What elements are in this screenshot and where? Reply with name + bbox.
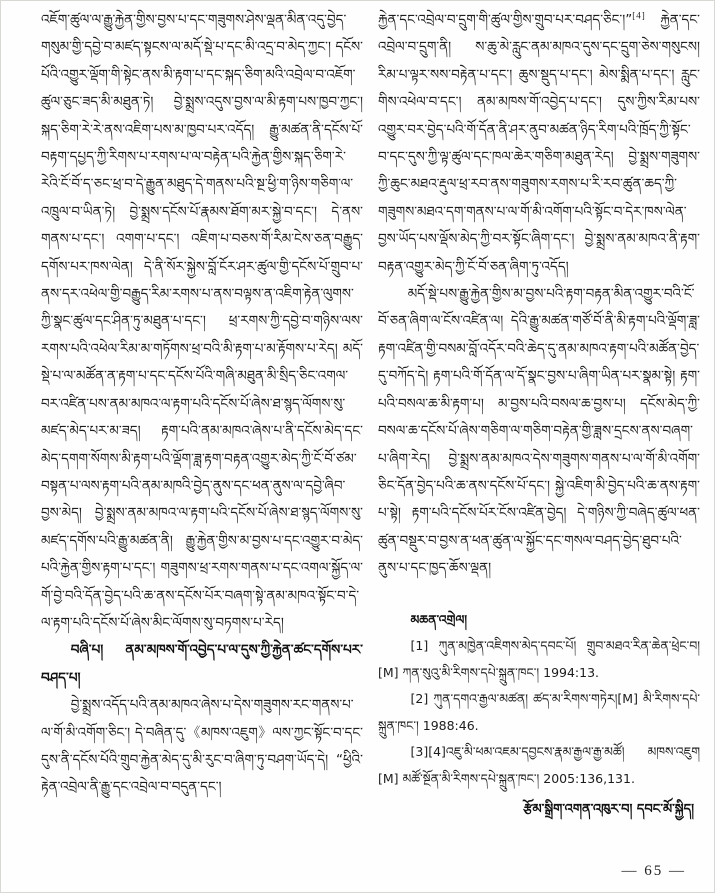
reference-entry-3: [3][4]འཇུ་མི་ཕམ་འཇམ་དབྱངས་རྣམ་རྒྱལ་རྒྱ་མཚོ། མཁས་འཇུག [M] མཚོ་སྔོན་མི་རིགས་དཔེ་སྐྲུན་ཁང་། 2005:136,131. <box>378 744 700 786</box>
citation-marker-4: [4] <box>632 10 646 21</box>
section-heading-four: བཞི་པ། ནམ་མཁས་གོ་འབྱེད་པ་ལ་དུས་ཀྱི་རྐྱེན་ཚང་དགོས་པར་བཤད་པ། <box>41 642 363 686</box>
right-paragraph-1-text-after: རྐྱེན་དང་འབྲེལ་བ་དྲུག་ནི། ས་ཆུ་མེ་རླུང་ནམ་མཁའ་དུས་དང་དྲུག་ཅེས་གསུངས། རིམ་པ་ལྟར་སས་བརྟེན་པ་དང་། ཆུས་སྡུད་པ་དང་། མེས་སྨིན་པ་དང་། རླུང་གིས་འཕེལ་བ་དང་། ནམ་མཁས་གོ་འབྱེད་པ་དང་། དུས་ཀྱིས་རིམ་པས་འགྱུར་བར་བྱེད་པའི་གོ་དོན་ནི་ཤར་ནུབ་མཚན་ཉིད་རིག་པའི་ཁྲོད་ཀྱི་སྟོང་བ་དང་དུས་ཀྱི་ལྟ་ཚུལ་དང་ཁལ་ཆེར་གཅིག་མཐུན་རེད། བྱེ་སྨྲས་གཟུགས་ཀྱི་ཆུང་མཐའ་རྡུལ་ཕྲ་རབ་ནས་གཟུགས་རགས་པ་རི་རབ་ཚུན་ཆད་ཀྱི་གཟུགས་མཐའ་དག་གནས་པ་ལ་གོ་མི་འགོག་པའི་སྟོང་བ་དེར་ཁས་ལེན་བྱས་ཡོད་པས་ལྡོས་མེད་ཀྱི་བར་སྟོང་ཞིག་དང་། བྱེ་སྨྲས་ནམ་མཁའ་ནི་རྟག་བརྟན་འགྱུར་མེད་ཀྱི་ངོ་བོ་ཅན་ཞིག་ཏུ་འདོད། <box>378 12 700 275</box>
reference-entry-2: [2] ཀུན་དགའ་རྒྱལ་མཚན། ཚད་མ་རིགས་གཏེར།[M] མི་རིགས་དཔེ་སྐྲུན་ཁང་། 1988:46. <box>378 691 700 733</box>
editor-credit-line: རྩོམ་སྒྲིག་འགན་འཁུར་བ། དབང་མོ་སྐྱིད། <box>523 802 694 818</box>
left-paragraph-2: བྱེ་སྨྲས་འདོད་པའི་ནམ་མཁའ་ཞེས་པ་དེས་གཟུགས་རང་གནས་པ་ལ་གོ་མི་འགོག་ཅིང་། དེ་བཞིན་དུ་《མཁས་འཇུག》ལས་ཀྱང་སྟོང་བ་དང་དུས་ནི་དངོས་པོའི་གྲུབ་རྐྱེན་མེད་དུ་མི་རུང་བ་ཞིག་ཏུ་བཤག་ཡོད་དེ། “ཕྱིའི་རྟེན་འབྲེལ་ནི་རྒྱུ་དང་འབྲེལ་བ་བདུན་དང་། <box>41 697 363 796</box>
right-paragraph-1-text: རྐྱེན་དང་འབྲེལ་བ་དྲུག་གི་ཚུལ་གྱིས་གྲུབ་པར་བཤད་ཅིང་།” <box>378 12 633 28</box>
left-paragraph-continuation: འཇོག་ཚུལ་ལ་རྒྱུ་རྐྱེན་གྱིས་བྱས་པ་དང་གཟུགས་ཤེས་ལྡན་མིན་འདུ་བྱེད་གསུམ་གྱི་དབྱེ་བ་མཛད་སྟངས་ལ་མདོ་སྡེ་པ་དང་མི་འདྲ་བ་མེད་ཀྱང་། དངོས་པོའི་འགྱུར་ལྡོག་གི་སྟེང་ནས་མི་རྟག་པ་དང་སྐད་ཅིག་མའི་འབྲེལ་བ་འཇོག་ཚུལ་ཅུང་ཟད་མི་མཐུན་ཏེ། བྱེ་སྨྲས་འདུས་བྱས་ལ་མི་རྟག་པས་ཁྱབ་ཀྱང་། སྐད་ཅིག་རེ་རེ་ནས་འཇིག་པས་མ་ཁྱབ་པར་འདོད། རྒྱུ་མཚན་ནི་དངོས་པོ་བརྟག་དཔྱད་ཀྱི་རིགས་པ་རགས་པ་ལ་བརྟེན་པའི་རྐྱེན་གྱིས་སྐད་ཅིག་རེ་རེའི་ངོ་བོ་ད་ཅང་ཕྲ་བ་དེ་རྒྱུན་མཐུད་དེ་གནས་པའི་སྔ་ཕྱི་ག་ཉིས་གཅིག་ལ་འཁྲུལ་བ་ཡིན་ཏེ། བྱེ་སྨྲས་དངོས་པོ་རྣམས་ཐོག་མར་སྐྱེ་བ་དང་། དེ་ནས་གནས་པ་དང་། འགག་པ་དང་། འཇིག་པ་བཅས་གོ་རིམ་ངེས་ཅན་བརྒྱུད་དགོས་པར་ཁས་ལེན། དེ་ནི་སོར་སྐྱེས་བློ་ངོར་ཤར་ཚུལ་གྱི་དངོས་པོ་གྲུབ་པ་ནས་དར་འཕེལ་གྱི་བརྒྱུད་རིམ་རགས་པ་ནས་བལྟས་ན་འཇིག་རྟེན་ལུགས་ཀྱི་སྣང་ཚུལ་དང་ཤིན་ཏུ་མཐུན་པ་དང་། ཕྲ་རགས་ཀྱི་དབྱེ་བ་གཉིས་ལས་རགས་པའི་འཕེལ་རིམ་མ་གཏོགས་ཕྲ་བའི་མི་རྟག་པ་མ་རྟོགས་པ་རེད། མདོ་སྡེ་པ་ལ་མཚོན་ན་རྟག་པ་དང་དངོས་པོའི་གཞི་མཐུན་མི་སྲིད་ཅིང་འགལ་བར་འཛིན་པས་ནམ་མཁའ་ལ་རྟག་པའི་དངོས་པོ་ཞེས་ཐ་སྙད་ལོགས་སུ་མཛད་མེད་པར་མ་ཟད། རྟག་པའི་ནམ་མཁའ་ཞེས་པ་ནི་དངོས་མེད་དང་མེད་དགག་སོགས་མི་རྟག་པའི་ལྡོག་ཟླ་རྟག་བརྟན་འགྱུར་མེད་ཀྱི་ངོ་བོ་ཙམ་བསྟན་པ་ལས་རྟག་པའི་ནམ་མཁའི་བྱེད་ནུས་དང་ཕན་ནུས་ལ་དབྱེ་ཞིབ་བྱས་མེད། བྱེ་སྨྲས་ནམ་མཁའ་ལ་རྟག་པའི་དངོས་པོ་ཞེས་ཐ་སྙད་ལོགས་སུ་མཛད་དགོས་པའི་རྒྱུ་མཚན་ནི། རྒྱུ་རྐྱེན་གྱིས་མ་བྱས་པ་དང་འགྱུར་བ་མེད་པའི་རྐྱེན་གྱིས་རྟག་པ་དང་། གཟུགས་ཕྲ་རགས་གནས་པ་དང་འགལ་སྐྱོད་ལ་གོ་བྱེ་བའི་དོན་བྱེད་པའི་ཆ་ནས་དངོས་པོར་བཞག་སྟེ་ནམ་མཁའ་སྟོང་བ་དེ་ལ་རྟག་པའི་དངོས་པོ་ཞེས་མིང་ལོགས་སུ་བཏགས་པ་རེད། <box>41 12 363 631</box>
left-column <box>41 7 363 823</box>
references-section <box>378 607 700 793</box>
right-paragraph-1 <box>378 7 700 281</box>
reference-entry-1: [1] ཀུན་མཁྱེན་འཇིགས་མེད་དབང་པོ། གྲུབ་མཐའ་རིན་ཆེན་ཕྲེང་བ། [M] ཀན་སུའུ་མི་རིགས་དཔེ་སྐྲུན་ཁང་། 1994:13. <box>378 638 700 680</box>
two-column-layout <box>41 7 701 823</box>
references-heading: མཆན་འགྲེལ། <box>410 611 468 627</box>
right-column <box>378 7 700 823</box>
page-number: — 65 — <box>621 863 686 879</box>
right-paragraph-2: མདོ་སྡེ་པས་རྒྱུ་རྐྱེན་གྱིས་མ་བྱས་པའི་རྟག་བརྟན་མིན་འགྱུར་བའི་ངོ་བོ་ཅན་ཞིག་ལ་ངོས་འཛིན་ལ། དེའི་རྒྱུ་མཚན་གཙོ་བོ་ནི་མི་རྟག་པའི་ལྡོག་ཟླ་རྟག་འཛིན་གྱི་བསམ་བློ་འདོར་བའི་ཆེད་དུ་ནམ་མཁའ་རྟག་པའི་མཚོན་བྱེད་དུ་བཀོད་དེ། རྟག་པའི་གོ་དོན་ལ་དོ་སྣང་བྱས་པ་ཞིག་ཡིན་པར་སྣམ་སྟེ། རྟག་པའི་བསལ་ཆ་མི་རྟག་པ། མ་བྱས་པའི་བསལ་ཆ་བྱས་པ། དངོས་མེད་ཀྱི་བསལ་ཆ་དངོས་པོ་ཞེས་གཅིག་ལ་གཅིག་བརྟེན་གྱི་ཟླས་དྲངས་ནས་བཞག་པ་ཞིག་རེད། བྱེ་སྨྲས་ནམ་མཁའ་དེས་གཟུགས་གནས་པ་ལ་གོ་མི་འགོག་ཅིང་དོན་བྱེད་པའི་ཆ་ནས་དངོས་པོ་དང་། སྐྱེ་འཇིག་མི་བྱེད་པའི་ཆ་ནས་རྟག་པ་སྟེ། རྟག་པའི་དངོས་པོར་ངོས་འཛིན་བྱེད། དེ་གཉིས་ཀྱི་བཞེད་ཚུལ་ཕན་ཚུན་བསྡུར་བ་བྱས་ན་ཕན་ཚུན་ལ་སྐྱོང་དང་གསལ་བཤད་བྱེད་ཐུབ་པའི་ནུས་པ་དང་ཁྱད་ཆོས་ལྡན། <box>378 286 700 577</box>
